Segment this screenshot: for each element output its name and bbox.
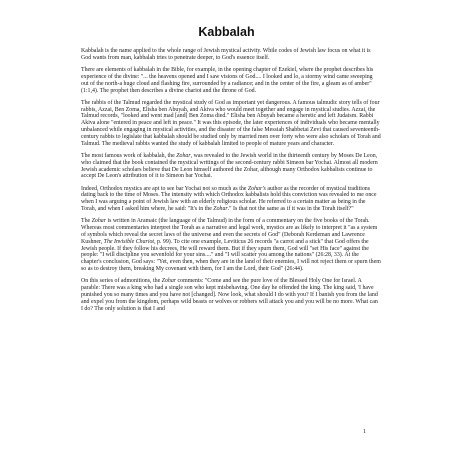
paragraph-text: Indeed, Orthodox mystics are apt to see bar Yochai not so much as the: [81, 185, 248, 192]
paragraph: [81, 186, 381, 213]
paragraph-text: Kabbalah is the name applied to the whole range of Jewish mystical activity. While codes of Jewish law focus on what it is God wants from man, kabbalah tries to penetrate deeper, to God's essence itself.: [81, 48, 371, 61]
paragraph: [81, 153, 381, 180]
paragraph: [81, 218, 381, 273]
italic-text: The Invisible Chariot: [103, 238, 155, 245]
paragraph-text: There are elements of kabbalah in the Bible, for example, in the opening chapter of Ezekiel, where the prophet describes his experience of the divine: "... the heavens opened and I saw visions of God.... I looked and lo, a stormy wind came sweeping out of the north-a huge cloud and flashing fire, surrounded by a radiance; and in the center of the fire, a gleam as of amber" (1:1,4). The prophet then describes a divine chariot and the throne of God.: [81, 66, 374, 94]
paragraph-text: ." Is that not the same as if it was in the Torah itself?": [227, 206, 354, 213]
paragraph-text: On this series of admonitions, the: [81, 278, 162, 285]
italic-text: Zohar's: [247, 185, 266, 192]
paragraph: [81, 100, 381, 148]
paragraph: [81, 278, 381, 312]
italic-text: Zohar: [91, 218, 107, 225]
paragraph: [81, 67, 381, 94]
italic-text: Zohar: [161, 278, 177, 285]
italic-text: Zohar: [176, 152, 191, 159]
paragraph-text: , p. 99). To cite one example, Leviticus 26 records "a carrot and a stick" that God offers the Jewish people. If they follow his decrees, He will reward them. But if they spurn them, God will "set His face" against the people: "I will discipline you sevenfold for your sins...." and "I will scatter you among the nations" (26:28, 33). At the chapter's conclusion, God says: "Yet, even then, when they are in the land of their enemies, I will not reject them or spurn them so as to destroy them, breaking My covenant with them, for I am the Lord, their God" (26:44).: [81, 238, 381, 273]
paragraph-text: is written in Aramaic (the language of the Talmud) in the form of a commentary on the five books of the Torah. Whereas most commentaries interpret the Torah as a narrative and legal work, mystics are as likely to interpret it "as a system of symbols which reveal the secret laws of the universe and even the secrets of God" (Deborah Kerdeman and Lawrence Kushner,: [81, 218, 378, 245]
paragraph-text: comments: "Come and see the pure love of the Blessed Holy One for Israel. A parable: There was a king who had a single son who kept misbehaving. One day he offended the king. The king said, 'I have punished you so many times and you have not [changed]. Now look, what should I do with you? If I banish you from the land and expel you from the kingdom, perhaps wild beasts or wolves or robbers will attack you and you will be no more. What can I do? The only solution is that I and: [81, 278, 378, 312]
paragraph: [81, 48, 381, 62]
paragraph-text: The rabbis of the Talmud regarded the mystical study of God as important yet dangerous. A famous talmudic story tells of four rabbis, Azzai, Ben Zoma, Elisha ben Abuyah, and Akiva who would meet together and engage in mystical studies. Azzai, the Talmud records, "looked and went mad [and] Ben Zoma died." Elisha ben Abuyah became a heretic and left Judaism. Rabbi Akiva alone "entered in peace and left in peace." It was this episode, the later experiences of individuals who became mentally unbalanced while engaging in mystical activities, and the disaster of the false Messiah Shabbetai Zevi that caused seventeenth-century rabbis to legislate that kabbalah should be studied only by married men over forty who were also scholars of Torah and Talmud. The medieval rabbis wanted the study of kabbalah limited to people of mature years and character.: [81, 99, 381, 147]
document-title: Kabbalah: [198, 25, 255, 39]
paragraph-text: , was revealed to the Jewish world in the thirteenth century by Moses De Leon, who claimed that the book contained the mystical writings of the second-century rabbi Simeon bar Yochai. Almost all modern Jewish academic scholars believe that De Leon himself authored the Zohar, although many Orthodox kabbalists continue to accept De Leon's attribution of it to Simeon bar Yochai.: [81, 152, 378, 180]
paragraph-text: The most famous work of kabbalah, the: [81, 152, 177, 159]
document-body: [81, 48, 381, 318]
paragraph-text: author as the recorder of mystical traditions dating back to the time of Moses. The intensity with which Orthodox kabbalists hold this conviction was revealed to me once when I was arguing a point of Jewish law with an elderly religious scholar. He referred to a certain matter as being in the Torah, and when I asked him where, he said: "It's in the: [81, 185, 377, 213]
page-number: 1: [363, 429, 366, 435]
italic-text: Zohar: [213, 206, 228, 213]
paragraph-text: The: [81, 218, 92, 225]
